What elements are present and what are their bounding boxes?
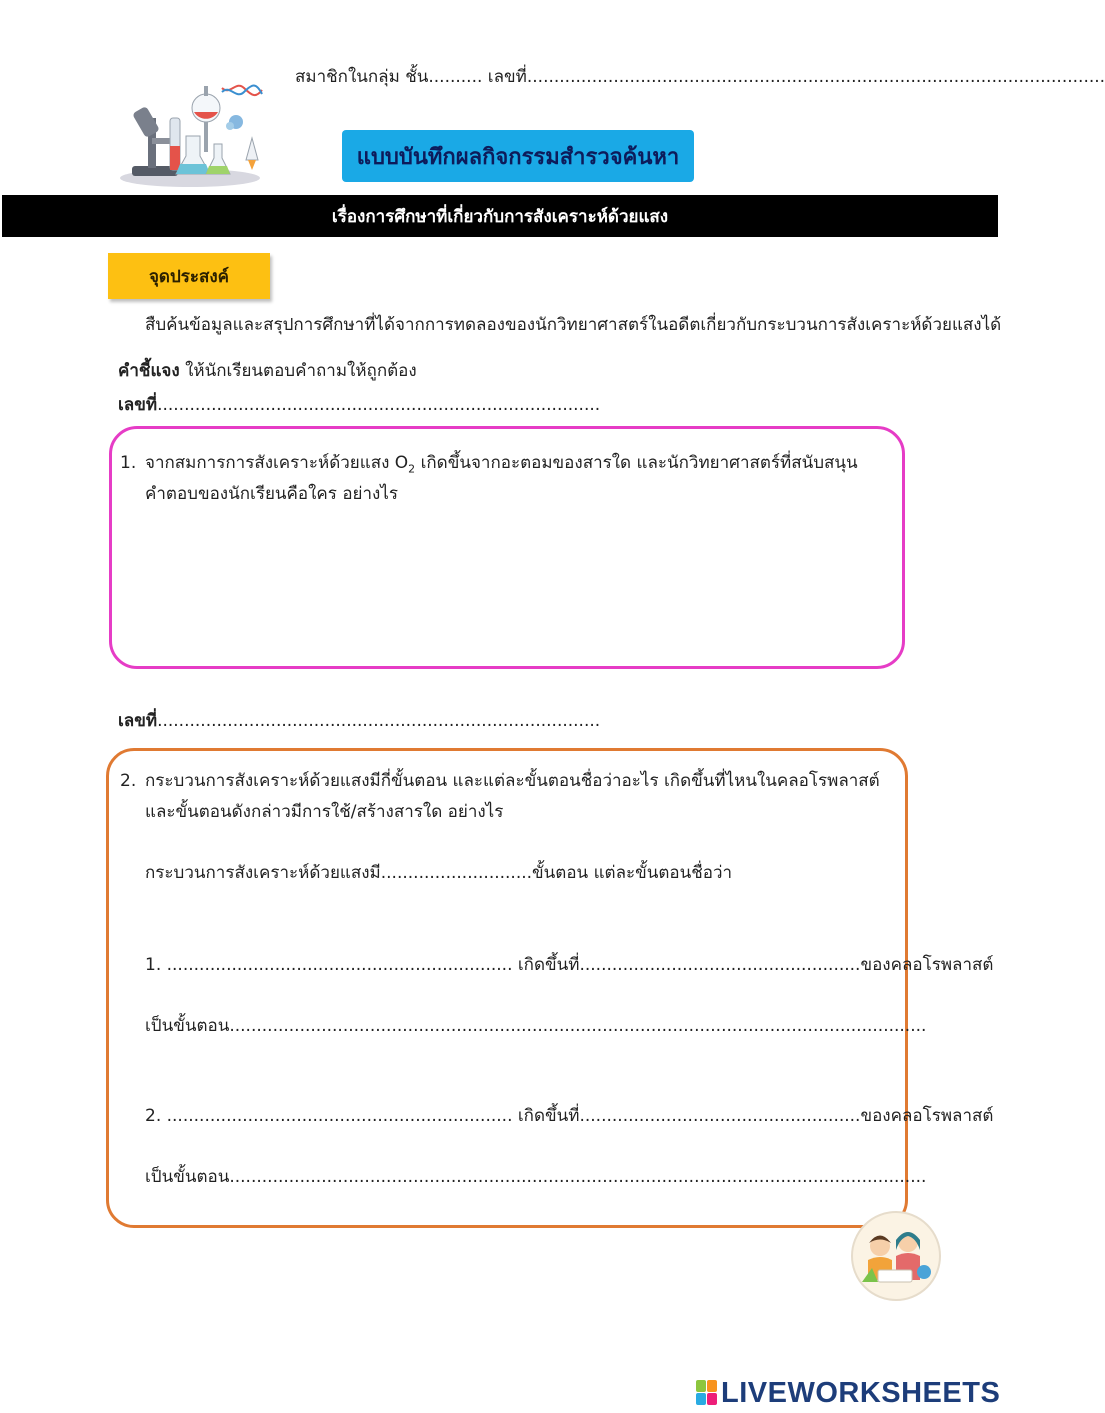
question-1-number: 1. [120, 453, 137, 473]
liveworksheets-badge-icon [696, 1380, 718, 1406]
number-input-1[interactable]: .................................................................................. [157, 395, 601, 415]
kids-reading-logo [850, 1210, 942, 1302]
question-1-answer-area[interactable] [130, 515, 890, 655]
liveworksheets-brand: LIVEWORKSHEETS [721, 1376, 1001, 1409]
instructions-label: คำชี้แจง [118, 361, 180, 381]
objective-label: จุดประสงค์ [108, 253, 270, 299]
topic-banner: เรื่องการศึกษาที่เกี่ยวกับการสังเคราะห์ด้วยแสง [2, 195, 998, 237]
step-1-type-line[interactable]: เป็นขั้นตอน................................................................................................................................. [145, 1016, 927, 1036]
question-2-line-1: กระบวนการสังเคราะห์ด้วยแสงมีกี่ขั้นตอน และแต่ละขั้นตอนชื่อว่าอะไร เกิดขึ้นที่ไหนในคลอโรพลาสต์ [145, 771, 880, 791]
step-2-type-line[interactable]: เป็นขั้นตอน................................................................................................................................. [145, 1167, 927, 1187]
liveworksheets-logo[interactable] [696, 1376, 1000, 1410]
question-1-line-1: จากสมการการสังเคราะห์ด้วยแสง $O_2$ เกิดขึ้นจากอะตอมของสารใด และนักวิทยาศาสตร์ที่สนับสนุน [145, 453, 858, 476]
number-input-2[interactable]: .................................................................................. [157, 711, 601, 731]
worksheet-title: แบบบันทึกผลกิจกรรมสำรวจค้นหา [342, 130, 694, 182]
step-1-line[interactable]: 1. ................................................................ เกิดขึ้นที่....................................................ของคลอโรพลาสต์ [145, 955, 994, 975]
student-number-1 [118, 394, 600, 416]
lab-equipment-illustration [118, 78, 270, 188]
group-members-line: สมาชิกในกลุ่ม ชั้น.......... เลขที่........................................................................................................... [295, 67, 1105, 87]
process-steps-line[interactable]: กระบวนการสังเคราะห์ด้วยแสงมี............................ขั้นตอน แต่ละขั้นตอนชื่อว่า [145, 863, 733, 883]
student-number-2 [118, 710, 600, 732]
number-label: เลขที่ [118, 711, 158, 731]
instructions-text: ให้นักเรียนตอบคำถามให้ถูกต้อง [179, 361, 417, 381]
question-2-number: 2. [120, 771, 137, 791]
number-label: เลขที่ [118, 395, 158, 415]
question-2-line-2: และขั้นตอนดังกล่าวมีการใช้/สร้างสารใด อย่างไร [145, 802, 504, 822]
objective-text: สืบค้นข้อมูลและสรุปการศึกษาที่ได้จากการทดลองของนักวิทยาศาสตร์ในอดีตเกี่ยวกับกระบวนการสังเคราะห์ด้วยแสงได้ [145, 315, 1002, 335]
instructions [118, 360, 417, 382]
step-2-line[interactable]: 2. ................................................................ เกิดขึ้นที่....................................................ของคลอโรพลาสต์ [145, 1106, 994, 1126]
question-1-line-2: คำตอบของนักเรียนคือใคร อย่างไร [145, 484, 399, 504]
